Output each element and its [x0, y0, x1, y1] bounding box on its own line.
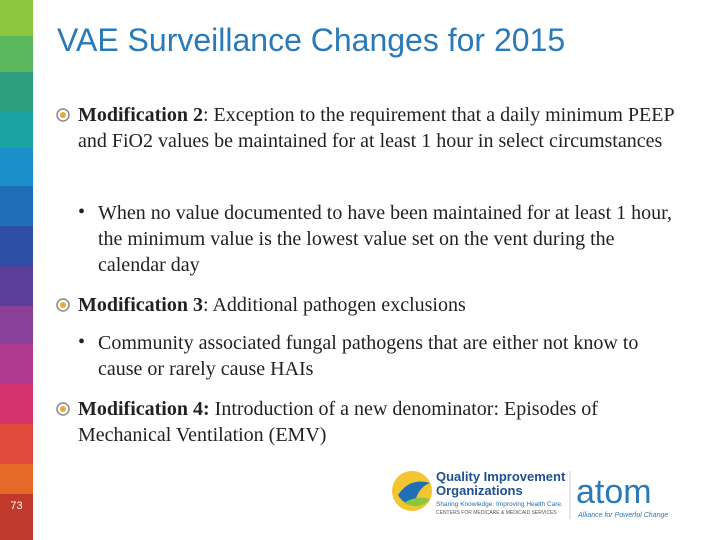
slide-number: 73 [10, 500, 23, 512]
stripe [0, 464, 33, 494]
bullet-dot-icon: • [78, 331, 86, 353]
bullet-bold-label: Modification 4: [78, 398, 210, 420]
qio-tagline: Sharing Knowledge. Improving Health Care. [436, 501, 563, 508]
stripe [0, 266, 33, 306]
stripe [0, 344, 33, 384]
bullet-text: Introduction of a new denominator: Episodes of Mechanical Ventilation (EMV) [78, 398, 598, 446]
bullet-text: When no value documented to have been maintained for at least 1 hour, the minimum value is the lowest value set on the vent during the calendar day [98, 202, 672, 276]
footer-logos [390, 465, 700, 527]
stripe [0, 306, 33, 344]
target-bullet-icon [56, 108, 70, 122]
qio-name-line1: Quality Improvement [436, 469, 566, 484]
bullet-dot-icon: • [78, 201, 86, 223]
bullet-text: : Exception to the requirement that a daily minimum PEEP and FiO2 values be maintained for at least 1 hour in select circumstances [78, 104, 674, 152]
bullet-bold-label: Modification 2 [78, 104, 203, 126]
bullet-modification-2 [78, 102, 678, 154]
sub-bullet [78, 200, 673, 278]
stripe [0, 186, 33, 226]
bullet-text: Community associated fungal pathogens that are either not know to cause or rarely cause HAIs [98, 332, 639, 380]
stripe [0, 226, 33, 266]
atom-tagline: Alliance for Powerful Change [578, 512, 669, 519]
qio-subtitle: CENTERS FOR MEDICARE & MEDICAID SERVICES [436, 510, 557, 516]
atom-wordmark: atom [576, 473, 652, 511]
stripe [0, 0, 33, 36]
bullet-modification-4 [78, 396, 678, 448]
stripe [0, 72, 33, 112]
bullet-modification-3 [78, 292, 678, 318]
target-bullet-icon [56, 298, 70, 312]
slide-title: VAE Surveillance Changes for 2015 [57, 22, 566, 58]
color-stripe-bar [0, 0, 33, 540]
target-bullet-icon [56, 402, 70, 416]
bullet-bold-label: Modification 3 [78, 294, 203, 316]
stripe [0, 112, 33, 148]
stripe [0, 36, 33, 72]
stripe [0, 148, 33, 186]
bullet-text: : Additional pathogen exclusions [203, 294, 466, 316]
sub-bullet [78, 330, 673, 382]
stripe [0, 424, 33, 464]
qio-name-line2: Organizations [436, 483, 523, 498]
qio-logo [390, 465, 700, 527]
stripe [0, 384, 33, 424]
